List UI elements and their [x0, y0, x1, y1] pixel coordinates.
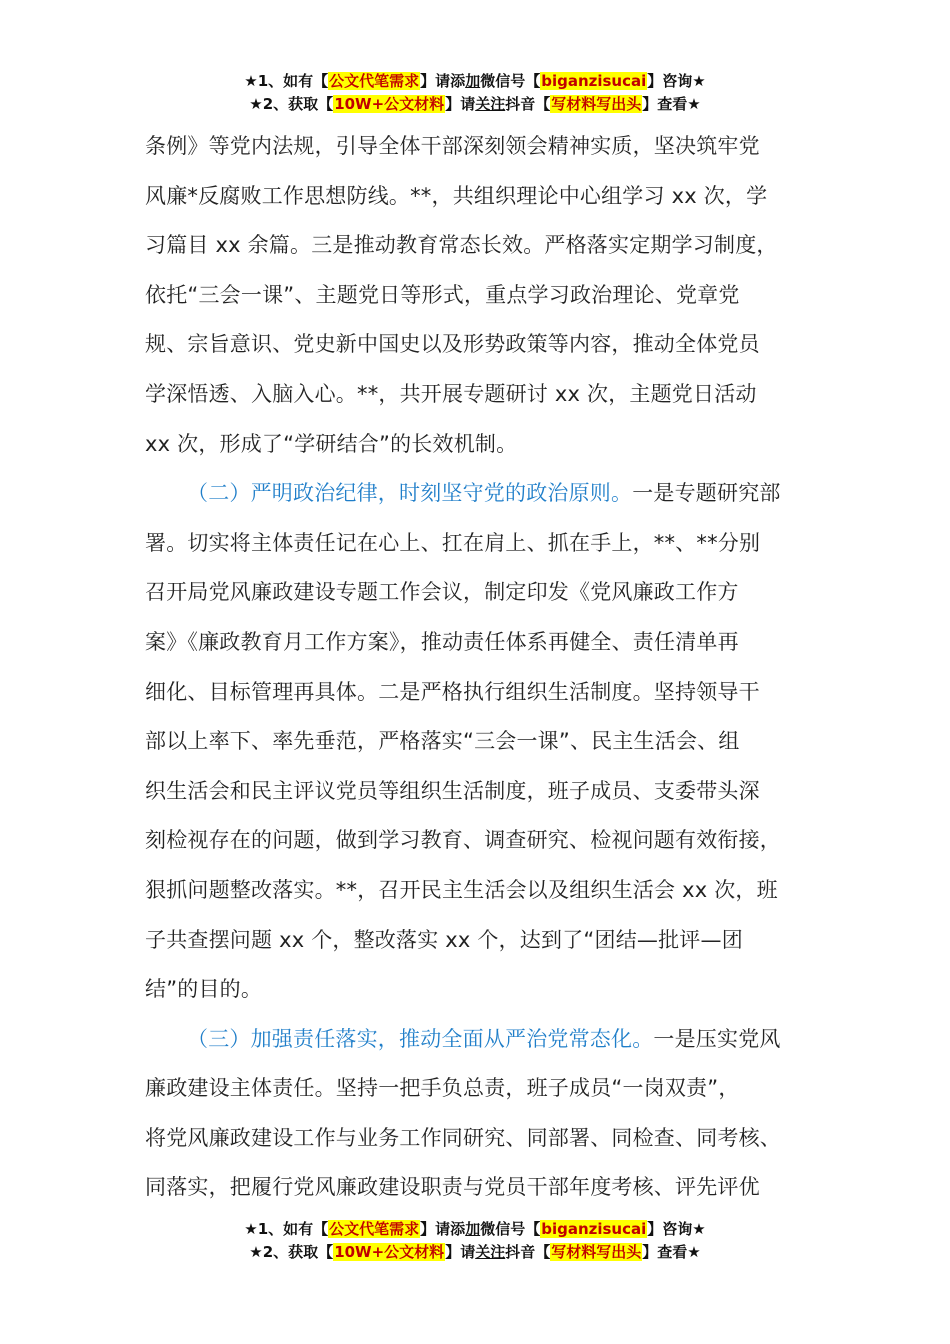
douyin-account: 写材料写出头	[551, 95, 642, 113]
text-line: 细化、目标管理再具体。二是严格执行组织生活制度。坚持领导干	[145, 679, 760, 704]
text-line: 刻检视存在的问题，做到学习教育、调查研究、检视问题有效衔接，	[145, 828, 781, 853]
text-line: 风廉*反腐败工作思想防线。**，共组织理论中心组学习 xx 次，学	[145, 183, 768, 208]
text-line: 部以上率下、率先垂范，严格落实“三会一课”、民主生活会、组	[145, 729, 740, 754]
wechat-id: biganzisucai	[541, 1220, 647, 1238]
text-line: xx 次，形成了“学研结合”的长效机制。	[145, 431, 518, 456]
paragraph-1	[145, 122, 810, 469]
paragraph-3	[145, 1015, 810, 1213]
text-line: 条例》等党内法规，引导全体干部深刻领会精神实质，坚决筑牢党	[145, 134, 760, 158]
text-line: 案》《廉政教育月工作方案》，推动责任体系再健全、责任清单再	[145, 629, 739, 654]
section-heading: （二）严明政治纪律，时刻坚守党的政治原则。	[187, 481, 633, 506]
banner-line-2: ★2、获取【10W+公文材料】请关注抖音【写材料写出头】查看★	[249, 1243, 701, 1261]
text-line: 子共查摆问题 xx 个，整改落实 xx 个，达到了“团结—批评—团	[145, 927, 743, 952]
text-line: 习篇目 xx 余篇。三是推动教育常态长效。严格落实定期学习制度，	[145, 233, 778, 258]
banner-line-1: ★1、如有【公文代笔需求】请添加微信号【biganzisucai】咨询★	[244, 72, 706, 90]
top-banner	[0, 70, 950, 116]
text-line: 将党风廉政建设工作与业务工作同研究、同部署、同检查、同考核、	[145, 1125, 781, 1150]
text-line: 召开局党风廉政建设专题工作会议，制定印发《党风廉政工作方	[145, 580, 739, 605]
text-line: 结”的目的。	[145, 977, 263, 1002]
wechat-id: biganzisucai	[541, 72, 647, 90]
document-body	[145, 122, 810, 1213]
section-heading: （三）加强责任落实，推动全面从严治党常态化。	[187, 1026, 654, 1051]
text-line: 同落实，把履行党风廉政建设职责与党员干部年度考核、评先评优	[145, 1175, 760, 1200]
text-line: 依托“三会一课”、主题党日等形式，重点学习政治理论、党章党	[145, 282, 740, 307]
douyin-account: 写材料写出头	[551, 1243, 642, 1261]
banner-line-2: ★2、获取【10W+公文材料】请关注抖音【写材料写出头】查看★	[249, 95, 701, 113]
highlight-text: 10W+公文材料	[334, 95, 445, 113]
highlight-text: 10W+公文材料	[334, 1243, 445, 1261]
text-line: 学深悟透、入脑入心。**，共开展专题研讨 xx 次，主题党日活动	[145, 381, 757, 406]
text-line: （三）加强责任落实，推动全面从严治党常态化。一是压实党风	[187, 1026, 781, 1051]
bottom-banner	[0, 1218, 950, 1264]
text-line: 规、宗旨意识、党史新中国史以及形势政策等内容，推动全体党员	[145, 332, 760, 357]
banner-line-1: ★1、如有【公文代笔需求】请添加微信号【biganzisucai】咨询★	[244, 1220, 706, 1238]
text-line: （二）严明政治纪律，时刻坚守党的政治原则。一是专题研究部	[187, 481, 781, 506]
text-line: 狠抓问题整改落实。**，召开民主生活会以及组织生活会 xx 次，班	[145, 877, 778, 902]
highlight-text: 公文代笔需求	[329, 1220, 420, 1238]
highlight-text: 公文代笔需求	[329, 72, 420, 90]
paragraph-2	[145, 469, 810, 1015]
text-line: 织生活会和民主评议党员等组织生活制度，班子成员、支委带头深	[145, 778, 760, 803]
text-line: 署。切实将主体责任记在心上、扛在肩上、抓在手上，**、**分别	[145, 530, 761, 555]
text-line: 廉政建设主体责任。坚持一把手负总责，班子成员“一岗双责”，	[145, 1076, 740, 1101]
